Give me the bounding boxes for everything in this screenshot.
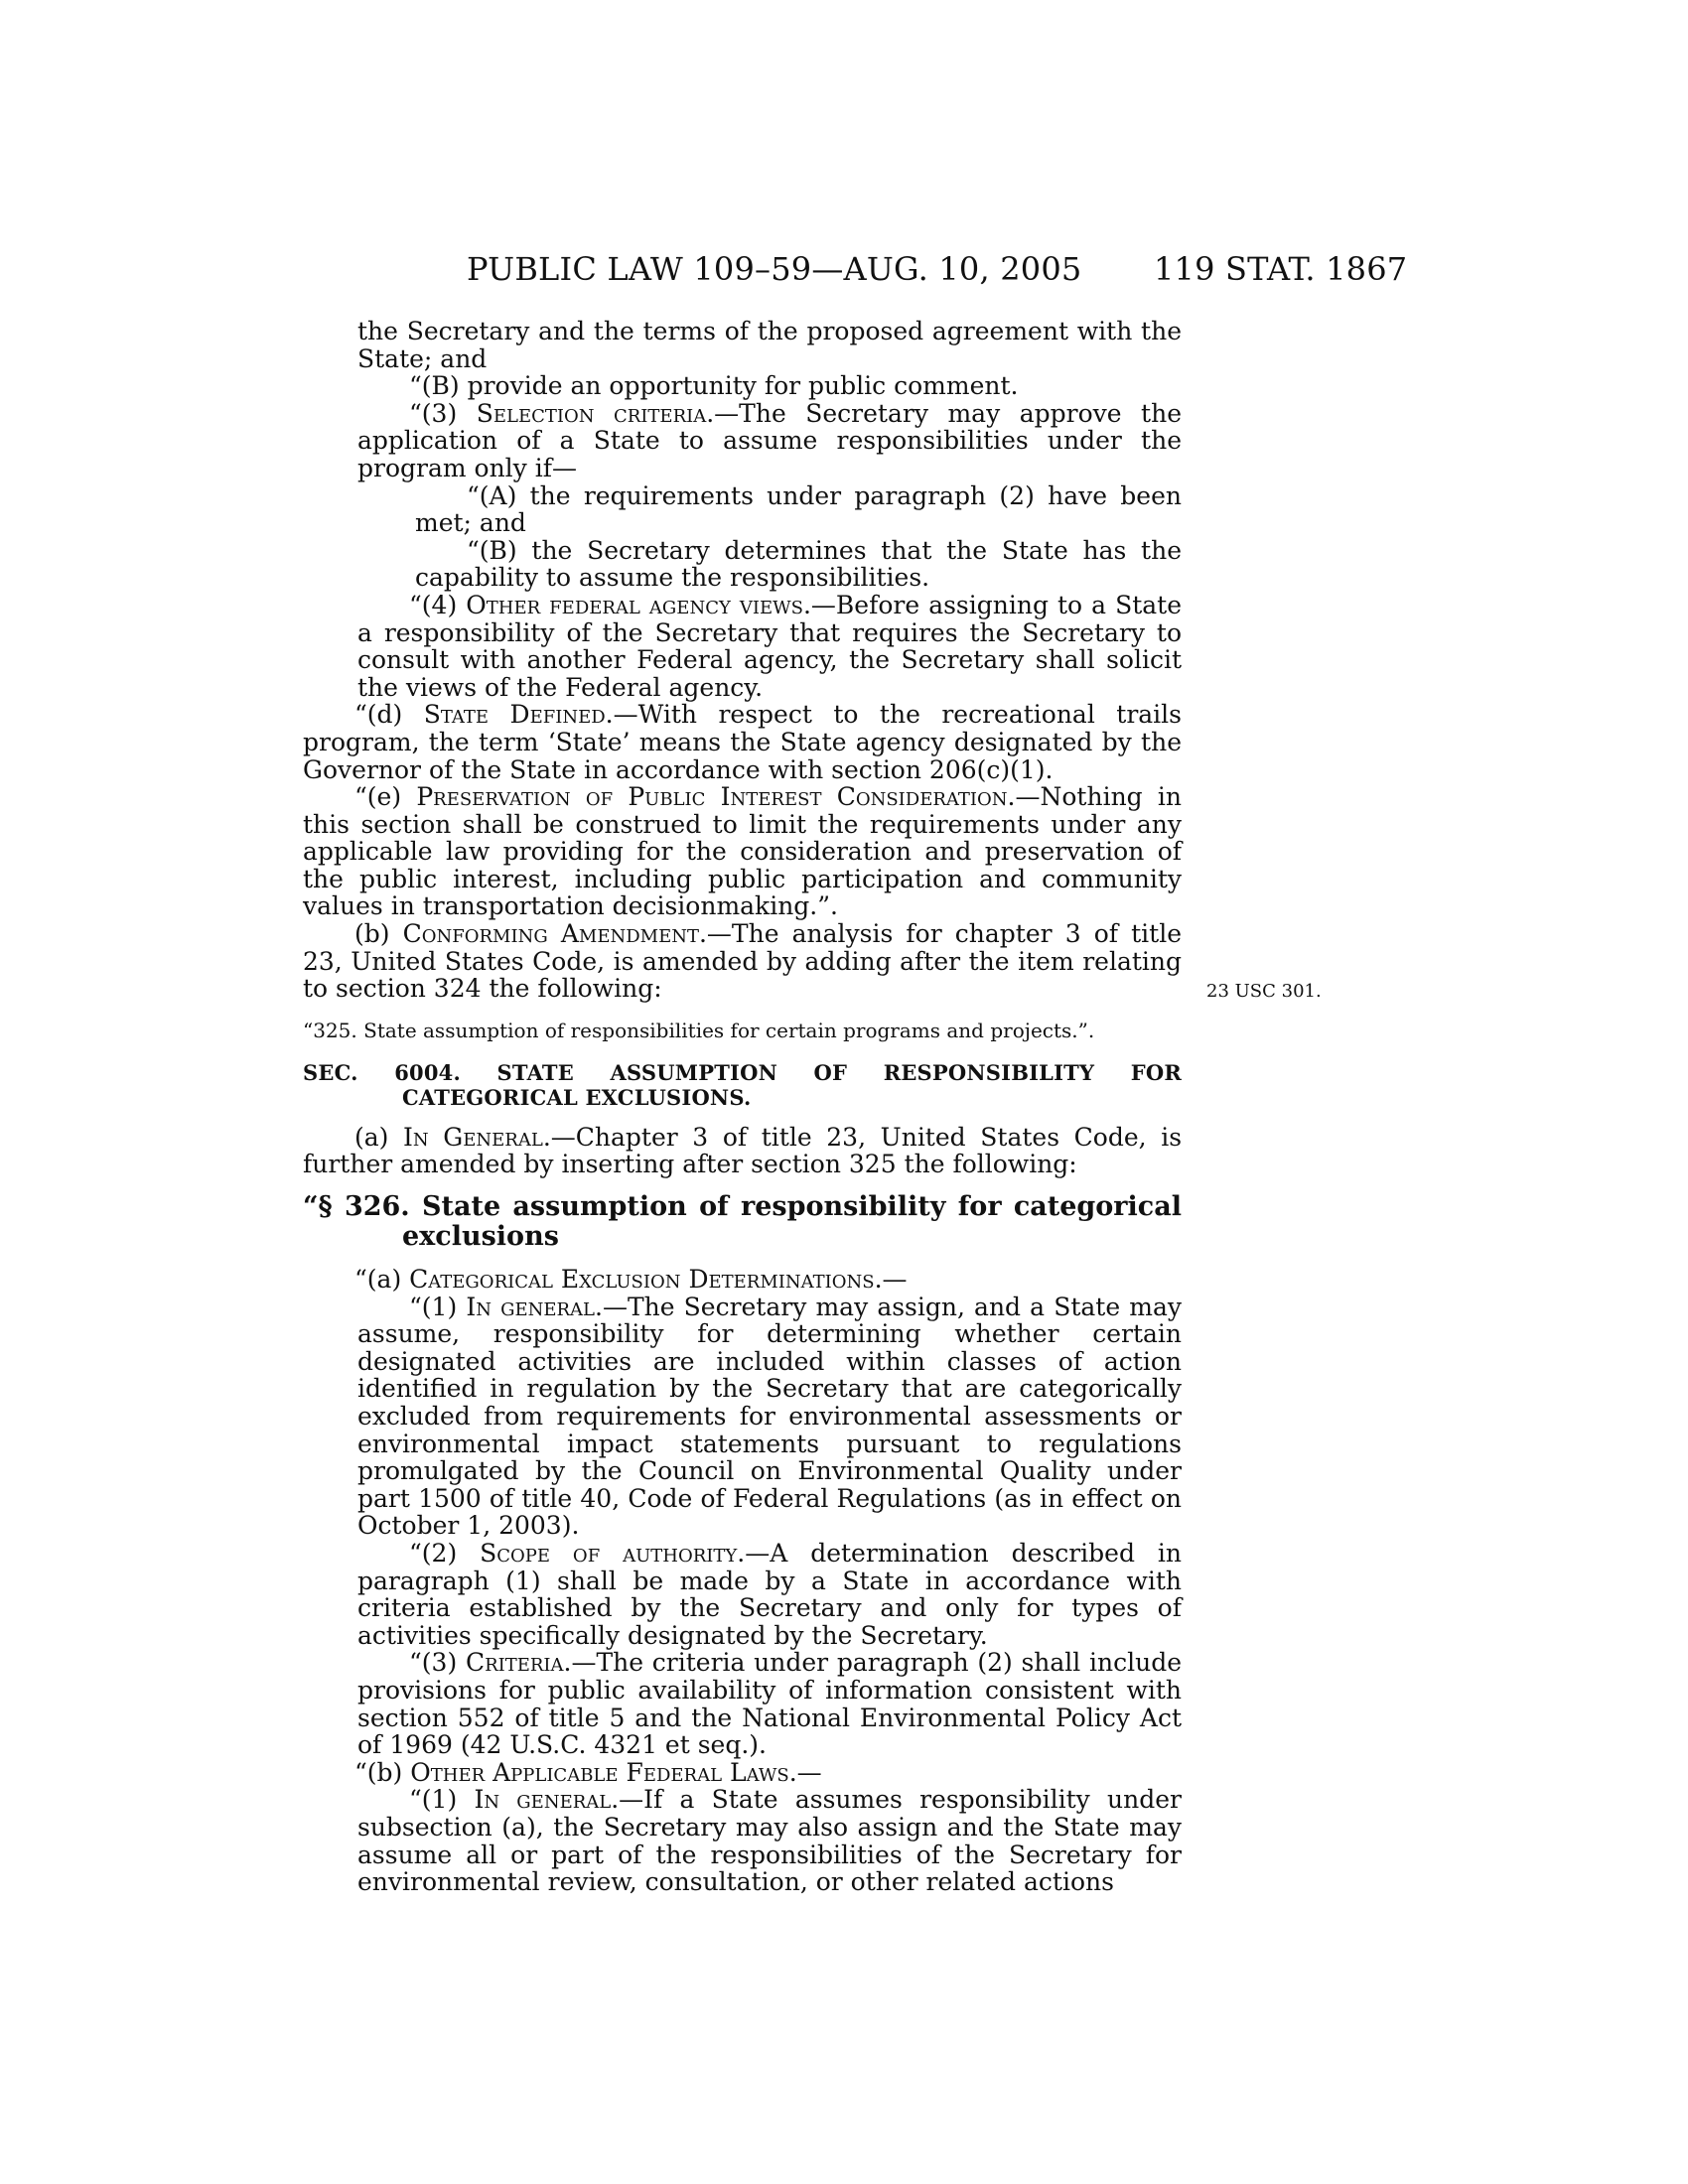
- paragraph-heading: Selection criteria: [476, 398, 707, 428]
- paragraph: “(B) provide an opportunity for public comment.: [409, 371, 1019, 401]
- paragraph: the Secretary and the terms of the proposed agreement with the State; and: [357, 317, 1182, 373]
- paragraph-heading: Categorical Exclusion Determinations: [409, 1265, 875, 1295]
- paragraph: “(1) In general.—If a State assumes responsibility under subsection (a), the Secretary may also assign and the State may assume all or part of the responsibilities of the Secretary for environmental review, consultation, or other related actions: [357, 1785, 1182, 1897]
- paragraph: “(e) Preservation of Public Interest Consideration.—Nothing in this section shall be construed to limit the requirements under any applicable law providing for the consideration and preservation of the public interest, including public participation and community values in transportation decisionmaking.”.: [303, 782, 1183, 921]
- paragraph: “(d) State Defined.—With respect to the recreational trails program, the term ‘State’ means the State agency designated by the Governor of the State in accordance with section 206(c)(1).: [303, 700, 1183, 784]
- paragraph-heading: State Defined: [423, 700, 606, 730]
- paragraph-heading: Scope of authority: [480, 1538, 738, 1568]
- running-header: PUBLIC LAW 109–59—AUG. 10, 2005: [467, 250, 1082, 288]
- margin-citation: 23 USC 301.: [1206, 981, 1322, 1002]
- paragraph: (b) Conforming Amendment.—The analysis for chapter 3 of title 23, United States Code, is amended by adding after the item relating to section 324 the following:: [303, 919, 1182, 1004]
- page-number: 119 STAT. 1867: [1154, 250, 1408, 288]
- paragraph: (a) In General.—Chapter 3 of title 23, United States Code, is further amended by inserting after section 325 the following:: [303, 1122, 1183, 1179]
- paragraph: “(4) Other federal agency views.—Before assigning to a State a responsibility of the Secretary that requires the Secretary to consult with another Federal agency, the Secretary shall solicit the views of the Federal agency.: [357, 590, 1183, 702]
- paragraph-heading: Preservation of Public Interest Consideration: [416, 782, 1008, 812]
- paragraph-heading: In General: [403, 1122, 543, 1152]
- paragraph-heading: In general: [474, 1785, 612, 1815]
- paragraph-heading: Other federal agency views: [466, 590, 803, 619]
- paragraph: “(b) Other Applicable Federal Laws.—: [354, 1757, 822, 1787]
- table-of-sections-entry: “325. State assumption of responsibilities for certain programs and projects.”.: [303, 1018, 1095, 1042]
- section-title: “§ 326. State assumption of responsibility for categorical exclusions: [303, 1191, 1182, 1253]
- paragraph: “(2) Scope of authority.—A determination described in paragraph (1) shall be made by a State in accordance with criteria established by the Secretary and only for types of activities specifically designated by the Secretary.: [357, 1538, 1182, 1650]
- paragraph-heading: Other Applicable Federal Laws: [410, 1757, 789, 1787]
- paragraph: “(3) Criteria.—The criteria under paragraph (2) shall include provisions for public availability of information consistent with section 552 of title 5 and the National Environmental Policy Act of 1969 (42 U.S.C. 4321 et seq.).: [357, 1648, 1183, 1760]
- paragraph: “(B) the Secretary determines that the State has the capability to assume the responsibilities.: [415, 535, 1182, 593]
- paragraph: “(3) Selection criteria.—The Secretary may approve the application of a State to assume responsibilities under the program only if—: [357, 398, 1183, 482]
- statute-body: [303, 318, 1182, 1896]
- paragraph-heading: Criteria: [465, 1648, 564, 1678]
- paragraph-heading: In general: [466, 1292, 595, 1321]
- paragraph: “(1) In general.—The Secretary may assign, and a State may assume, responsibility for determining whether certain designated activities are included within classes of action identified in regulation by the Secretary that are categorically excluded from requirements for environmental assessments or environmental impact statements pursuant to regulations promulgated by the Council on Environmental Quality under part 1500 of title 40, Code of Federal Regulations (as in effect on October 1, 2003).: [357, 1292, 1182, 1541]
- paragraph: “(A) the requirements under paragraph (2) have been met; and: [415, 480, 1182, 538]
- paragraph-heading: Conforming Amendment: [402, 919, 699, 949]
- section-heading: SEC. 6004. STATE ASSUMPTION OF RESPONSIBILITY FOR CATEGORICAL EXCLUSIONS.: [303, 1059, 1182, 1110]
- paragraph: “(a) Categorical Exclusion Determinations.—: [354, 1265, 908, 1295]
